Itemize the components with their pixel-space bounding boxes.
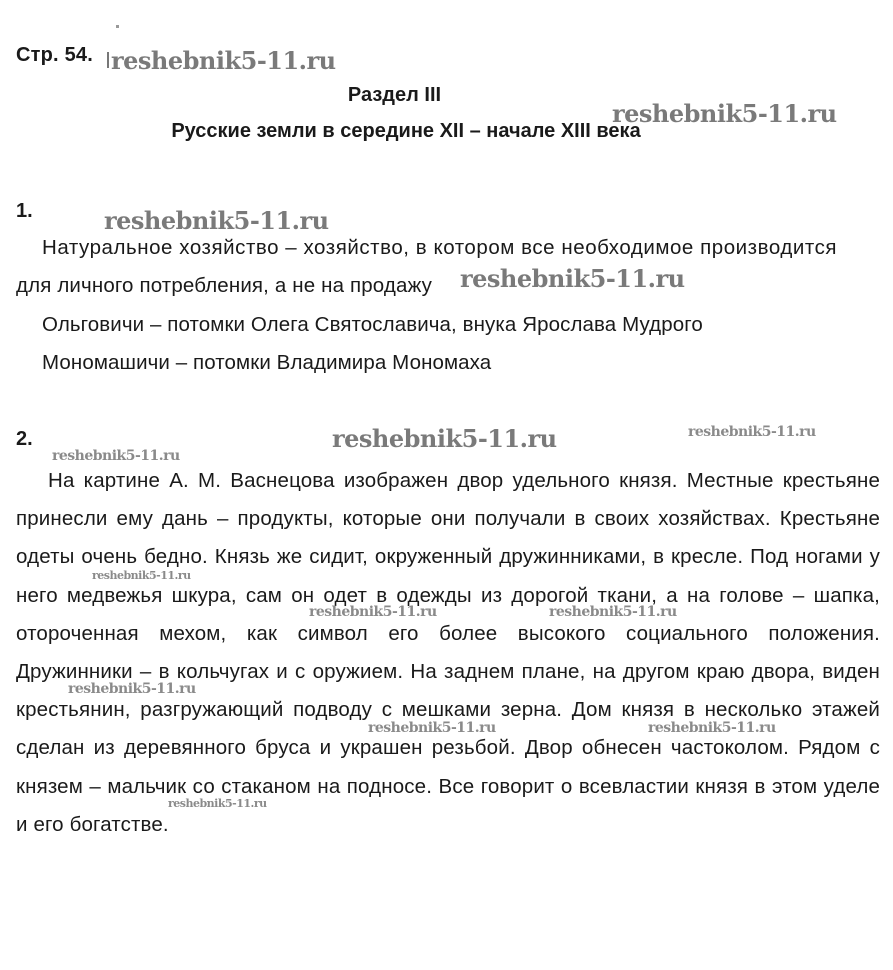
task-1-line-2: для личного потребления, а не на продажу <box>16 274 433 297</box>
watermark: reshebnik5-11.ru <box>549 604 677 620</box>
watermark: reshebnik5-11.ru <box>309 604 437 620</box>
watermark: reshebnik5-11.ru <box>460 264 685 293</box>
watermark: reshebnik5-11.ru <box>332 424 557 453</box>
task-1-line-3: Ольговичи – потомки Олега Святославича, внука Ярослава Мудрого <box>42 313 703 336</box>
task-1-line-1: Натуральное хозяйство – хозяйство, в котором все необходимое производится <box>42 236 838 259</box>
task-1-line-4: Мономашичи – потомки Владимира Мономаха <box>42 351 492 374</box>
scan-dot <box>116 25 119 28</box>
section-number: Раздел III <box>347 84 442 106</box>
scan-mark <box>107 52 109 68</box>
watermark: reshebnik5-11.ru <box>111 46 336 75</box>
task-2-number: 2. <box>16 428 33 450</box>
watermark: reshebnik5-11.ru <box>368 720 496 736</box>
watermark: reshebnik5-11.ru <box>688 424 816 440</box>
section-title: Русские земли в середине XII – начале XIII века <box>171 120 641 142</box>
page-number-header: Стр. 54. <box>16 44 93 66</box>
watermark: reshebnik5-11.ru <box>612 99 837 128</box>
watermark: reshebnik5-11.ru <box>648 720 776 736</box>
watermark: reshebnik5-11.ru <box>168 797 267 810</box>
task-1-number: 1. <box>16 200 33 222</box>
watermark: reshebnik5-11.ru <box>52 448 180 464</box>
watermark: reshebnik5-11.ru <box>68 681 196 697</box>
watermark: reshebnik5-11.ru <box>104 206 329 235</box>
task-2-paragraph: На картине А. М. Васнецова изображен двор удельного князя. Местные крестьяне принесли ему дань – продукты, которые они получали в своих хозяйствах. Крестьяне одеты очень бедно. Князь же сидит, окруженный дружинниками, в кресле. Под ногами у него медвежья шкура, сам он одет в одежды из дорогой ткани, а на голове – шапка, отороченная мехом, как символ его более высокого социального положения. Дружинники – в кольчугах и с оружием. На заднем плане, на другом краю двора, виден крестьянин, разгружающий подводу с мешками зерна. Дом князя в несколько этажей сделан из деревянного бруса и украшен резьбой. Двор обнесен частоколом. Рядом с князем – мальчик со стаканом на подносе. Все говорит о всевластии князя в этом уделе и его богатстве. <box>16 469 880 836</box>
watermark: reshebnik5-11.ru <box>92 569 191 582</box>
